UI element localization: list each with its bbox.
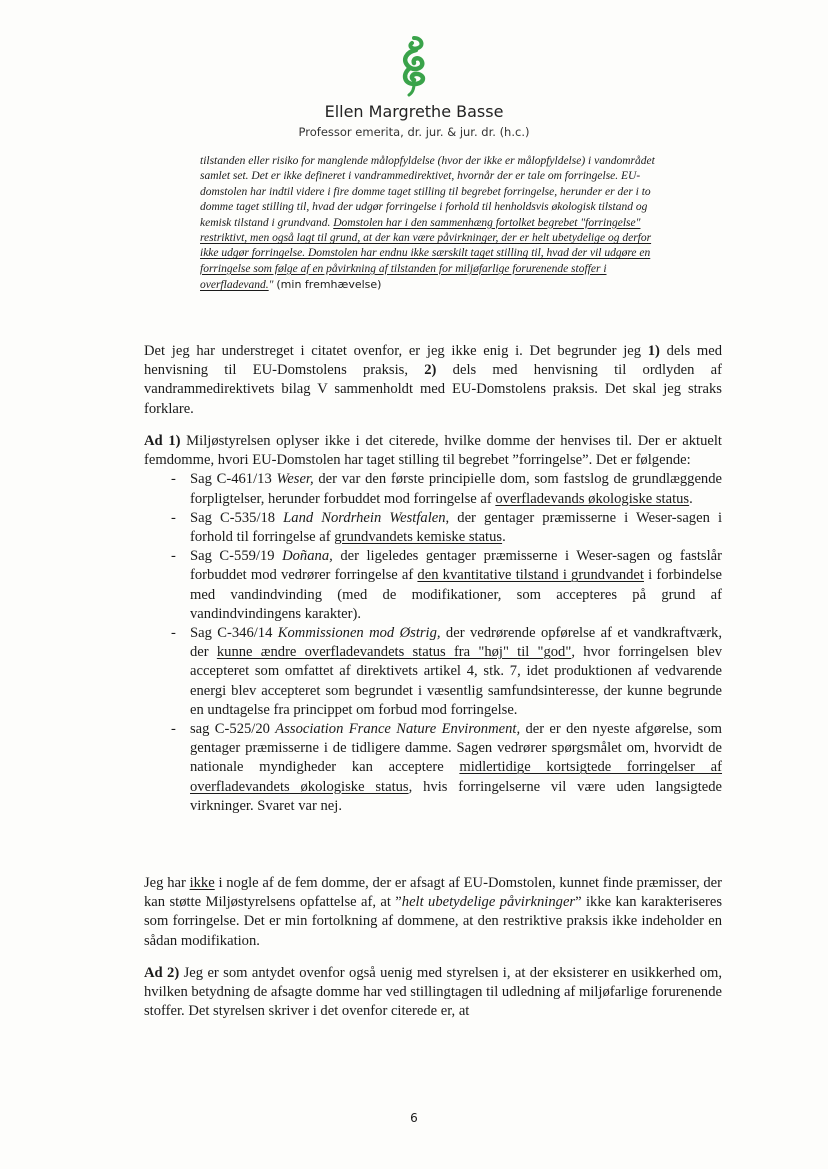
block-quote — [200, 154, 670, 294]
text-run: Jeg har — [144, 875, 190, 891]
ad-1-heading: Ad 1) — [144, 433, 181, 449]
author-name: Ellen Margrethe Basse — [324, 102, 504, 121]
quote-text: tilstanden eller risiko for manglende målopfyldelse (hvor der ikke er målopfyldelse) i vandområdet samlet set. Det er ikke defineret i vandrammedirektivet, hvornår der er tale om forringelse. EU-domstolen har indtil videre i fire domme taget stilling til begrebet forringelse, herunder er der i to domme taget stilling til, hvad der udgør forringelse i forhold til henholdsvis økologisk tilstand og kemisk tilstand i grundvand. — [200, 155, 655, 229]
case-list-item — [144, 720, 722, 816]
seahorse-logo-icon — [392, 34, 436, 98]
text-run: Jeg er som antydet ovenfor også uenig med styrelsen i, at der eksisterer en usikkerhed om, hvilken betydning de afsagte domme har ved stillingtagen til udledning af miljøfarlige forurenende stoffer. Det styrelsen skriver i det ovenfor citerede er, at — [144, 965, 722, 1020]
case-list-item — [144, 547, 722, 624]
text-run: der vedrørende opførelse af et vandkraftværk, der — [190, 625, 722, 661]
case-name: Kommissionen mod Østrig, — [277, 625, 441, 642]
list-dash: - — [171, 625, 176, 642]
text-run: . — [502, 529, 506, 546]
case-list — [144, 470, 722, 816]
underlined-text: midlertidige kortsigtede forringelser af overfladevandets økologiske status — [190, 759, 723, 795]
case-name: Land Nordrhein Westfalen — [283, 509, 446, 526]
page-number: 6 — [410, 1111, 418, 1125]
italic-quote: helt ubetydelige påvirkninger — [401, 894, 576, 911]
case-list-item — [144, 624, 722, 720]
quote-closing: " — [268, 279, 277, 292]
paragraph-disagreement — [144, 342, 722, 419]
underlined-text: den kvantitative tilstand i grundvandet — [417, 567, 644, 584]
list-dash: - — [171, 548, 176, 565]
text-run: dels med henvisning til ordlyden af vandrammedirektivets bilag V sammenholdt med EU-Domstolens praksis. Det skal jeg straks forklare. — [144, 362, 722, 417]
case-list-item — [144, 470, 722, 508]
quote-underlined-text: Domstolen har i den sammenhæng fortolket begrebet "forringelse" restriktivt, men også lagt til grund, at der kan være påvirkninger, der er helt ubetydelige og derfor ikke udgør forringelse. Domstolen har endnu ikke særskilt taget stilling til, hvad der vil udgøre en forringelse som følge af en påvirkning af tilstanden for miljøfarlige forurenende stoffer i overfladevand. — [200, 216, 652, 292]
text-run: Det jeg har understreget i citatet ovenfor, er jeg ikke enig i. Det begrunder jeg — [144, 343, 648, 359]
list-dash: - — [171, 471, 176, 488]
underlined-text: overfladevands økologiske status — [495, 490, 690, 507]
text-run: , hvis forringelserne vil være uden langsigtede virkninger. Svaret var nej. — [190, 778, 722, 814]
ad-2-heading: Ad 2) — [144, 965, 180, 981]
text-run: . — [689, 490, 693, 507]
case-name: Doñana, — [282, 548, 333, 565]
underlined-text: kunne ændre overfladevandets status fra "høj" til "god" — [216, 644, 572, 661]
text-run: i forbindelse med vandindvinding (med de modifikationer, som accepteres på grund af vandindvindingens karakter). — [190, 567, 722, 622]
case-name: Weser, — [276, 471, 314, 488]
ad-1-intro — [144, 432, 722, 470]
text-run: der ligeledes gentager præmisserne i Weser-sagen og fastslår forbuddet mod vedrører forringelse af — [190, 548, 722, 584]
case-reference: Sag C-461/13 — [190, 471, 277, 488]
underlined-text: ikke — [189, 875, 215, 891]
text-run: i nogle af de fem domme, der er afsagt af EU-Domstolen, kunnet finde præmisser, der kan støtte Miljøstyrelsens opfattelse af, at ” — [144, 875, 722, 911]
text-run: dels med henvisning til EU-Domstolens praksis, — [144, 343, 722, 379]
text-run: ” ikke kan karakteriseres som forringelse. Det er min fortolkning af dommene, at den restriktive praksis ikke indeholder en sådan modifikation. — [144, 894, 722, 949]
bold-marker: 2) — [424, 362, 437, 379]
list-dash: - — [171, 509, 176, 526]
text-run: Miljøstyrelsen oplyser ikke i det citerede, hvilke domme der henvises til. Der er aktuelt femdomme, hvori EU-Domstolen har taget stilling til begrebet ”forringelse”. Det er følgende: — [144, 433, 722, 469]
case-reference: sag C-525/20 — [190, 721, 276, 738]
case-reference: Sag C-559/19 — [190, 548, 283, 565]
text-run: , der gentager præmisserne i Weser-sagen i forhold til forringelse af — [190, 509, 722, 546]
author-title: Professor emerita, dr. jur. & jur. dr. (h.c.) — [298, 125, 530, 139]
paragraph-ad-2 — [144, 964, 722, 1022]
paragraph-conclusion — [144, 874, 722, 951]
text-run: der er den nyeste afgørelse, som gentager præmisserne i de tidligere damme. Sagen vedrører spørgsmålet om, hvorvidt de nationale myndigheder kan acceptere — [190, 721, 722, 776]
text-run: , hvor forringelsen blev accepteret som omfattet af direktivets artikel 4, stk. 7, idet produktionen af vedvarende energi blev accepteret som begrundet i væsentlig samfundsinteresse, der kunne begrunde en undtagelse fra princippet om forbud mod forringelse. — [190, 644, 722, 718]
case-list-item — [144, 509, 722, 547]
bold-marker: 1) — [647, 343, 660, 359]
case-reference: Sag C-535/18 — [190, 509, 284, 526]
paragraph-ad-1 — [144, 432, 722, 816]
text-run: der var den første principielle dom, som fastslog de grundlæggende forpligtelser, herunder forbuddet mod forringelse af — [190, 471, 722, 507]
underlined-text: grundvandets kemiske status — [334, 529, 503, 546]
quote-emphasis-note: (min fremhævelse) — [276, 278, 382, 292]
case-name: Association France Nature Environment, — [275, 721, 521, 738]
list-dash: - — [171, 721, 176, 738]
case-reference: Sag C-346/14 — [190, 625, 278, 642]
